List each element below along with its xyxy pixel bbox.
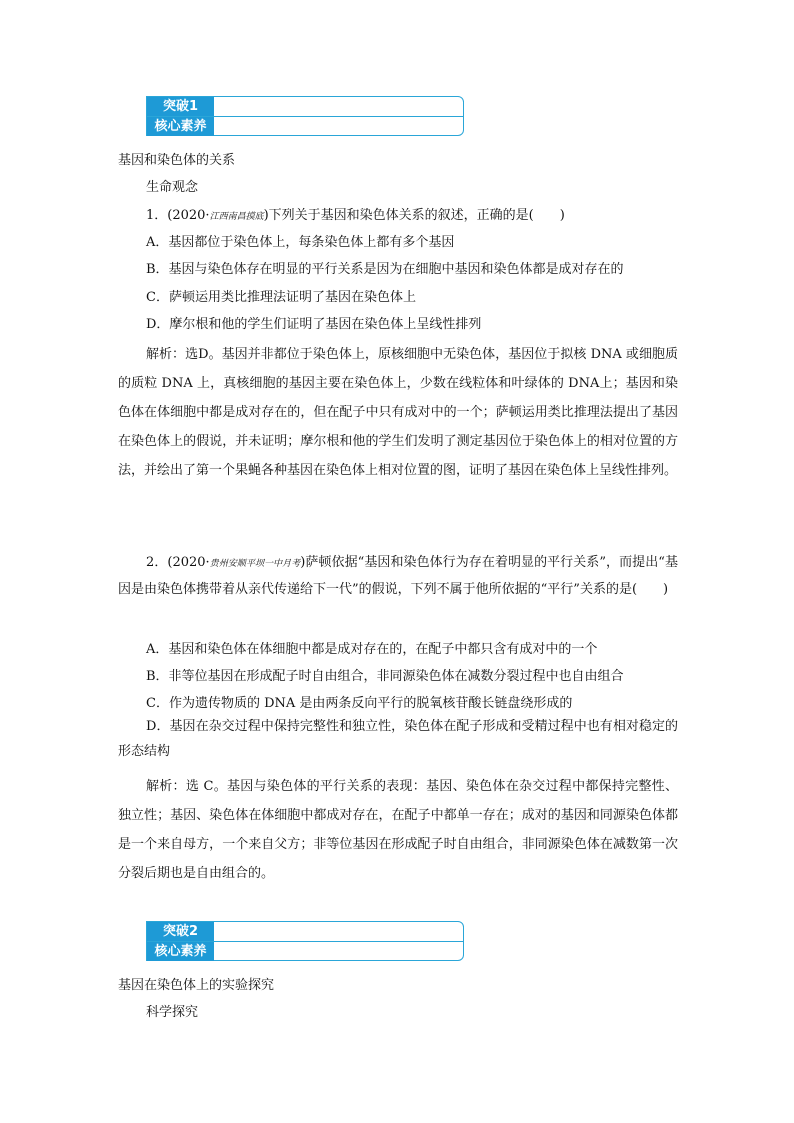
q1-stem-text: 下列关于基因和染色体关系的叙述，正确的是( ) — [268, 208, 565, 223]
q1-source-prefix: (2020· — [167, 208, 210, 223]
section2-topic: 基因在染色体上的实验探究 — [118, 978, 275, 993]
q2-number: 2． — [146, 555, 168, 570]
q1-option-a: A．基因都位于染色体上，每条染色体上都有多个基因 — [146, 235, 455, 250]
tag-label-breakthrough: 突破1 — [147, 97, 214, 116]
q1-source-suffix: ) — [263, 208, 269, 223]
q2-option-b: B．非等位基因在形成配子时自由组合，非同源染色体在减数分裂过程中也自由组合 — [146, 669, 624, 684]
q2-source-prefix: (2020· — [167, 555, 210, 570]
tag-row-top — [147, 97, 463, 117]
q2-option-d: D．基因在杂交过程中保持完整性和独立性，染色体在配子形成和受精过程中也有相对稳定的形态结构 — [118, 719, 678, 759]
q1-option-b: B．基因与染色体存在明显的平行关系是因为在细胞中基因和染色体都是成对存在的 — [146, 262, 624, 277]
tag-label-breakthrough: 突破2 — [147, 922, 214, 941]
q2-source-suffix: ) — [300, 555, 306, 570]
section1-tag-box — [146, 96, 464, 136]
q2-stem-text: 萨顿依据“基因和染色体行为存在着明显的平行关系”，而提出“基因是由染色体携带着从亲代传递给下一代”的假说，下列不属于他所依据的“平行”关系的是( ) — [118, 555, 678, 597]
section1-category: 生命观念 — [146, 180, 199, 195]
q1-analysis: 解析：选D。基因并非都位于染色体上，原核细胞中无染色体，基因位于拟核 DNA 或细胞质的质粒 DNA 上，真核细胞的基因主要在染色体上，少数在线粒体和叶绿体的 DNA上；基因和染色体在体细胞中都是成对存在的，但在配子中只有成对中的一个；萨顿运用类比推理法提出了基因在染色体上的假说，并未证明；摩尔根和他的学生们发明了测定基因位于染色体上的相对位置的方法，并绘出了第一个果蝇各种基因在染色体上相对位置的图，证明了基因在染色体上呈线性排列。 — [118, 347, 678, 478]
section1-topic: 基因和染色体的关系 — [118, 153, 236, 168]
q1-option-c: C．萨顿运用类比推理法证明了基因在染色体上 — [146, 290, 416, 305]
q1-option-d: D．摩尔根和他的学生们证明了基因在染色体上呈线性排列 — [146, 317, 482, 332]
tag-row-bottom — [147, 942, 463, 961]
q2-stem — [118, 550, 678, 602]
tag-label-core-literacy: 核心素养 — [147, 942, 214, 961]
section2-tag-box — [146, 921, 464, 961]
section2-category: 科学探究 — [146, 1005, 199, 1020]
q1-number: 1． — [146, 208, 168, 223]
q2-analysis: 解析：选 C。基因与染色体的平行关系的表现：基因、染色体在杂交过程中都保持完整性、独立性；基因、染色体在体细胞中都成对存在，在配子中都单一存在；成对的基因和同源染色体都是一个来自母方，一个来自父方；非等位基因在形成配子时自由组合，非同源染色体在减数第一次分裂后期也是自由组合的。 — [118, 779, 678, 881]
q2-source: 贵州安顺平坝一中月考 — [209, 559, 301, 569]
tag-row-top — [147, 922, 463, 942]
q2-option-a: A．基因和染色体在体细胞中都是成对存在的，在配子中都只含有成对中的一个 — [146, 642, 598, 657]
q1-stem — [146, 204, 565, 223]
tag-row-bottom — [147, 117, 463, 136]
tag-label-core-literacy: 核心素养 — [147, 117, 214, 136]
q1-source: 江西南昌摸底 — [209, 212, 264, 222]
q2-option-c: C．作为遗传物质的 DNA 是由两条反向平行的脱氧核苷酸长链盘绕形成的 — [146, 696, 573, 711]
